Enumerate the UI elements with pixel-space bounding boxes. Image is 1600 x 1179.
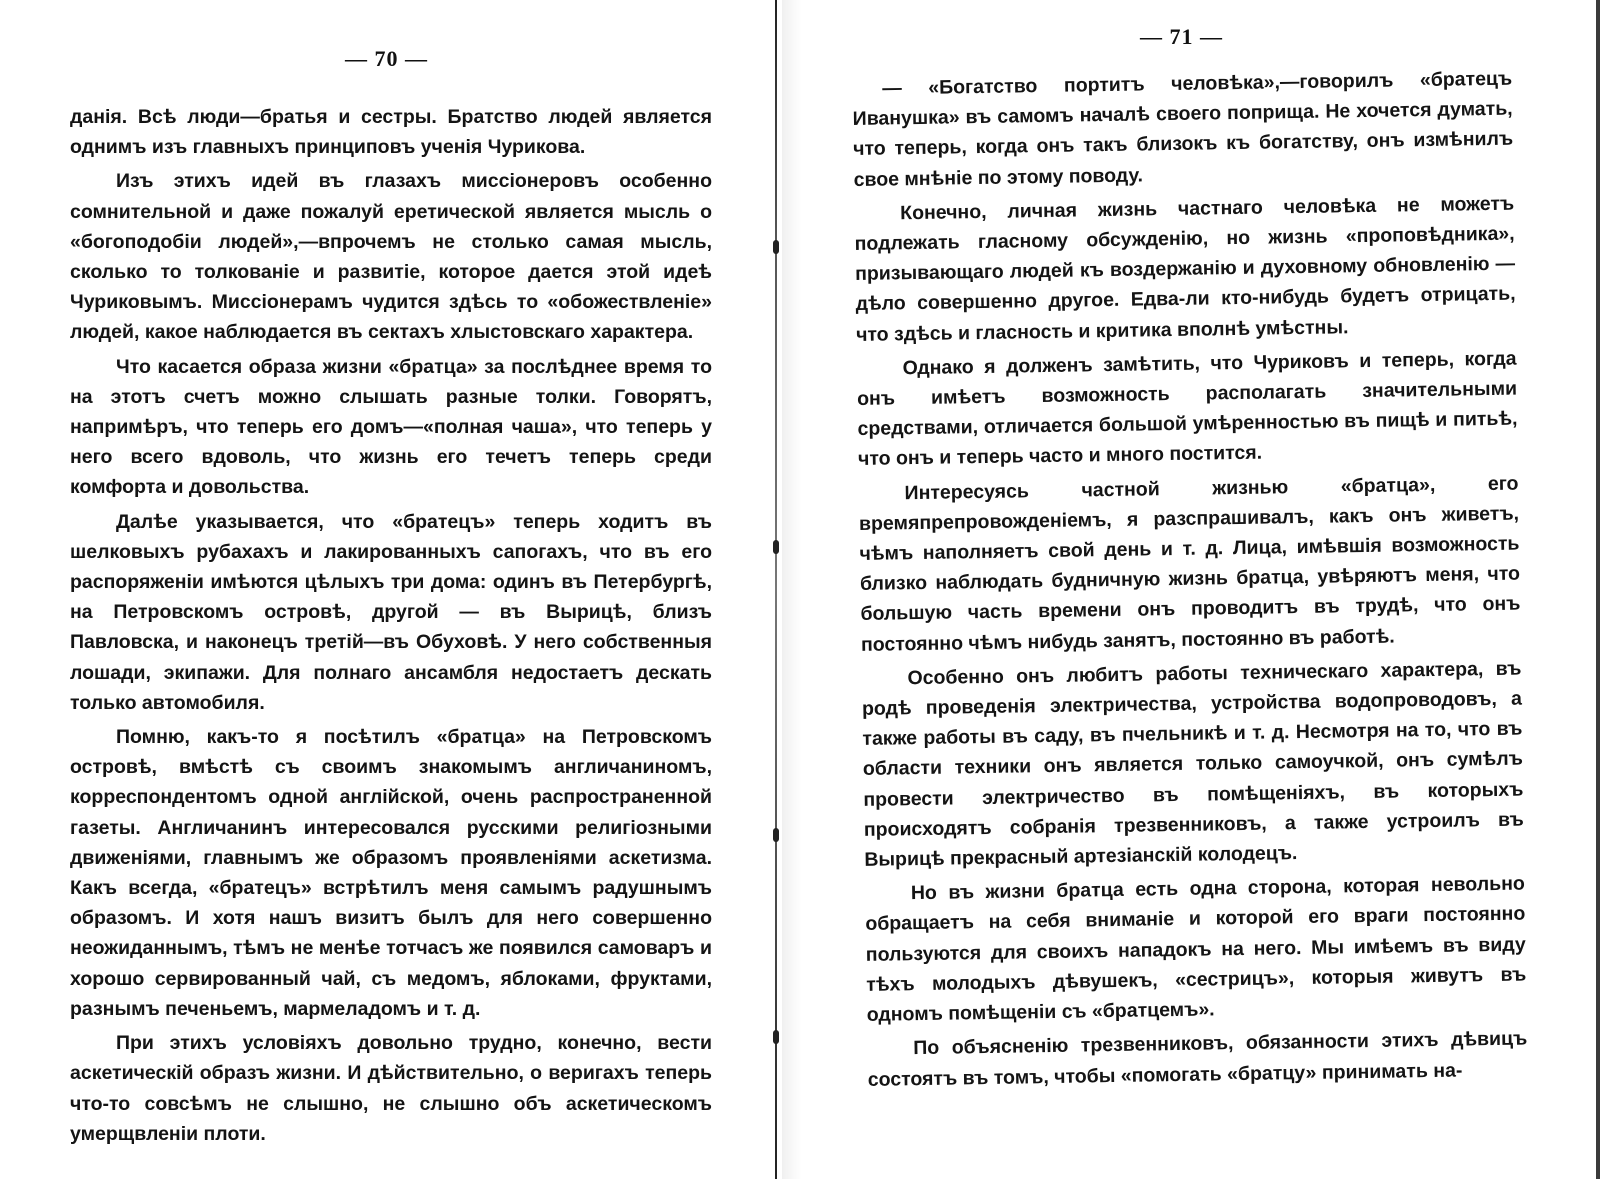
left-page-text xyxy=(70,102,712,1153)
paragraph: По объясненію трезвенниковъ, обязанности этихъ дѣвицъ состоятъ въ томъ, чтобы «помогать «братцу» принимать на- xyxy=(867,1027,1528,1091)
page-number-right: — 71 — xyxy=(1140,24,1223,49)
paragraph: данія. Всѣ люди—братья и сестры. Братство людей является однимъ изъ главныхъ принциповъ ученія Чурикова. xyxy=(70,106,712,159)
spine-line xyxy=(775,0,777,1179)
left-page xyxy=(0,0,790,1179)
page-number-left: — 70 — xyxy=(345,46,428,71)
spine-stitch xyxy=(773,1030,779,1044)
book-spine xyxy=(772,0,780,1179)
right-page xyxy=(800,0,1600,1179)
gutter-shadow xyxy=(782,0,802,1179)
paragraph: Однако я долженъ замѣтить, что Чуриковъ и теперь, когда онъ имѣетъ возможность располагать значительными средствами, отличается большой умѣренностью въ пищѣ и питьѣ, что онъ и теперь часто и много постится. xyxy=(856,347,1518,471)
spine-stitch xyxy=(773,240,779,254)
spine-stitch xyxy=(773,828,779,842)
paragraph: Но въ жизни братца есть одна сторона, которая невольно обращаетъ на себя вниманіе и которой его враги постоянно пользуются для своихъ нападокъ на него. Мы имѣемъ въ виду тѣхъ молодыхъ дѣвушекъ, «сестрицъ», которыя живутъ въ одномъ помѣщеніи съ «братцемъ». xyxy=(865,872,1527,1026)
paragraph: Изъ этихъ идей въ глазахъ миссіонеровъ особенно сомнительной и даже пожалуй еретической является мысль о «богоподобіи людей»,—впрочемъ не столько самая мысль, сколько то толкованіе и развитіе, которое дается этой идеѣ Чуриковымъ. Миссіонерамъ чудится здѣсь то «обожествленіе» людей, какое наблюдается въ сектахъ хлыстовскаго характера. xyxy=(70,170,712,344)
paragraph: Что касается образа жизни «братца» за послѣднее время то на этотъ счетъ можно слышать разные толки. Говорятъ, напримѣръ, что теперь его домъ—«полная чаша», что теперь у него всего вдоволь, что жизнь его течетъ теперь среди комфорта и довольства. xyxy=(70,355,712,499)
paragraph: Интересуясь частной жизнью «братца», его времяпрепровожденіемъ, я разспрашивалъ, какъ онъ живетъ, чѣмъ наполняетъ свой день и т. д. Лица, имѣвшія возможность близко наблюдать будничную жизнь братца, увѣряютъ меня, что большую часть времени онъ проводитъ въ трудѣ, что онъ постоянно чѣмъ нибудь занятъ, постоянно въ работѣ. xyxy=(858,472,1521,656)
page-edge xyxy=(1596,0,1600,1179)
paragraph: — «Богатство портитъ человѣка»,—говорилъ «братецъ Иванушка» въ самомъ началѣ своего поприща. Не хочется думать, что теперь, когда онъ такъ близокъ къ богатству, онъ измѣнилъ свое мнѣніе по этому поводу. xyxy=(852,67,1514,191)
right-page-text xyxy=(852,64,1528,1099)
paragraph: Помню, какъ-то я посѣтилъ «братца» на Петровскомъ островѣ, вмѣстѣ съ своимъ знакомымъ англичаниномъ, корреспондентомъ одной англійской, очень распространенной газеты. Англичанинъ интересовался русскими религіозными движеніями, главнымъ же образомъ проявленіями аскетизма. Какъ всегда, «братецъ» встрѣтилъ меня самымъ радушнымъ образомъ. И хотя нашъ визитъ былъ для него совершенно неожиданнымъ, тѣмъ не менѣе тотчасъ же появился самоваръ и хорошо сервированный чай, съ медомъ, яблоками, фруктами, разнымъ печеньемъ, мармеладомъ и т. д. xyxy=(70,726,712,1020)
spine-stitch xyxy=(773,540,779,554)
paragraph: Далѣе указывается, что «братецъ» теперь ходитъ въ шелковыхъ рубахахъ и лакированныхъ сапогахъ, что въ его распоряженіи имѣются цѣлыхъ три дома: одинъ въ Петербургѣ, на Петровскомъ островѣ, другой — въ Вырицѣ, близъ Павловска, и наконецъ третій—въ Обуховѣ. У него собственныя лошади, экипажи. Для полнаго ансамбля недостаетъ дескать только автомобиля. xyxy=(70,510,712,714)
paragraph: При этихъ условіяхъ довольно трудно, конечно, вести аскетическій образъ жизни. И дѣйствительно, о веригахъ теперь что-то совсѣмъ не слышно, не слышно объ аскетическомъ умерщвленіи плоти. xyxy=(70,1032,712,1145)
paragraph: Особенно онъ любитъ работы техническаго характера, въ родѣ проведенія электричества, устройства водопроводовъ, а также работы въ саду, въ пчельникѣ и т. д. Несмотря на то, что въ области техники онъ является только самоучкой, онъ сумѣлъ провести электричество въ помѣщеніяхъ, въ которыхъ происходятъ собранія трезвенниковъ, а также устроилъ въ Вырицѣ прекрасный артезіанскій колодецъ. xyxy=(861,657,1524,871)
paragraph: Конечно, личная жизнь частнаго человѣка не можетъ подлежать гласному обсужденію, но жизнь «проповѣдника», призывающаго людей къ воздержанію и духовному обновленію — дѣло совершенно другое. Едва-ли кто-нибудь будетъ отрицать, что здѣсь и гласность и критика вполнѣ умѣстны. xyxy=(854,192,1516,346)
